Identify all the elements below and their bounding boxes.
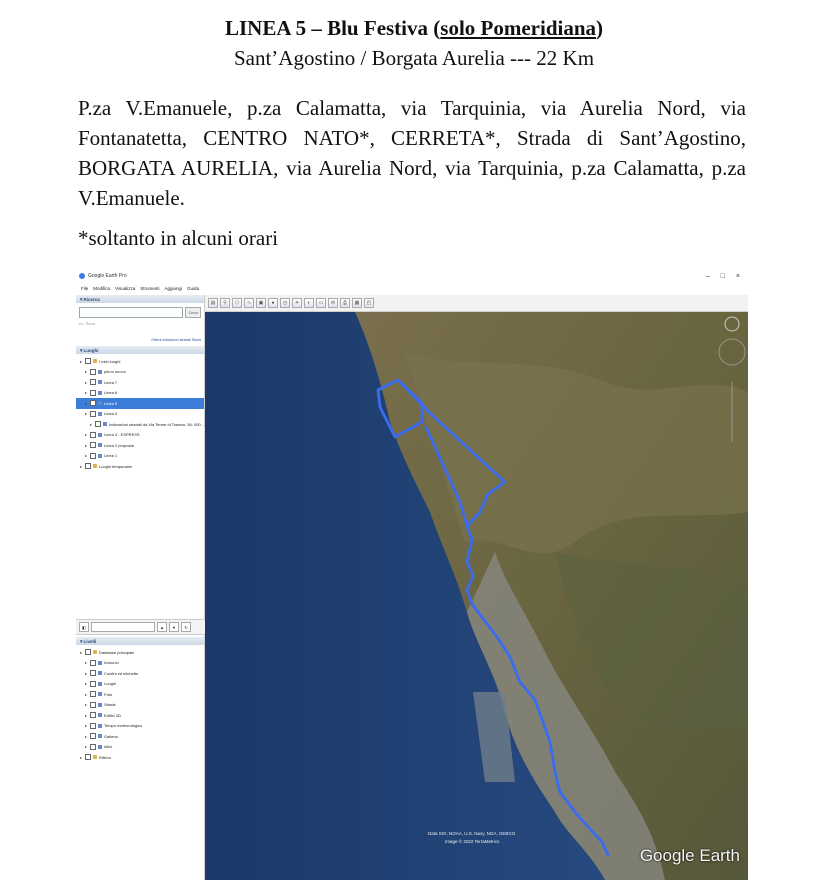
expand-icon[interactable]: ▸ — [84, 453, 87, 459]
layer-label: Edifici 3D — [104, 712, 121, 718]
tour-icon[interactable]: ● — [268, 298, 278, 308]
layer-icon — [98, 454, 102, 458]
layer-icon — [103, 422, 107, 426]
place-item[interactable] — [76, 398, 204, 409]
visibility-checkbox[interactable] — [85, 463, 91, 469]
email-icon[interactable]: ✉ — [328, 298, 338, 308]
attribution-data: Data SIO, NOAA, U.S. Navy, NGA, GEBCO — [428, 831, 516, 836]
layers-header[interactable]: ▼Livelli — [76, 637, 204, 645]
expand-icon[interactable]: ▸ — [84, 442, 87, 448]
expand-icon[interactable]: ▸ — [84, 712, 87, 718]
place-item[interactable] — [76, 440, 204, 451]
expand-icon[interactable]: ▸ — [84, 670, 87, 676]
maps-icon[interactable]: ◰ — [364, 298, 374, 308]
layer-label: Luoghi — [104, 681, 117, 687]
sun-icon[interactable]: ☀ — [292, 298, 302, 308]
place-label: Linea 7 — [104, 379, 118, 385]
place-label: Indicazioni stradali da Via Terme di Traiano, 36, 000... — [108, 421, 204, 427]
path-icon[interactable]: ∿ — [244, 298, 254, 308]
search-header[interactable]: ▼Ricerca — [76, 295, 204, 303]
search-row — [76, 303, 204, 320]
layer-icon — [98, 692, 102, 696]
place-label: Linea 6 — [104, 390, 118, 396]
visibility-checkbox[interactable] — [95, 421, 101, 427]
layer-icon — [98, 682, 102, 686]
visibility-checkbox[interactable] — [90, 723, 96, 729]
visibility-checkbox[interactable] — [90, 691, 96, 697]
search-links[interactable]: Ottieni indicazioni stradali Storia — [151, 338, 201, 342]
google-earth-app-icon — [79, 273, 85, 279]
visibility-checkbox[interactable] — [85, 358, 91, 364]
page-title — [0, 16, 828, 41]
save-image-icon[interactable]: ▦ — [352, 298, 362, 308]
visibility-checkbox[interactable] — [90, 379, 96, 385]
places-toolbar — [76, 619, 207, 635]
layer-label: Rilievo — [99, 754, 112, 760]
menu-strumenti[interactable]: Strumenti — [140, 286, 160, 291]
place-label: Linea 2 proposta — [104, 442, 134, 448]
visibility-checkbox[interactable] — [90, 432, 96, 438]
search-places-icon[interactable]: ◧ — [79, 622, 89, 632]
layer-label: Tempo meteorologico — [104, 723, 143, 729]
layer-label: Database principale — [99, 649, 135, 655]
place-item[interactable] — [76, 409, 204, 420]
menu-aggiungi[interactable]: Aggiungi — [164, 286, 182, 291]
route-description: P.za V.Emanuele, p.za Calamatta, via Tarquinia, via Aurelia Nord, via Fontanatetta, CENTRO NATO*, CERRETA*, Strada di Sant’Agostino, BORGATA AURELIA, via Aurelia Nord, via Tarquinia, p.za Calamatta, p.za V.Emanuele. — [78, 96, 746, 210]
layer-item[interactable] — [76, 668, 204, 679]
visibility-checkbox[interactable] — [90, 400, 96, 406]
search-button[interactable]: Cerca — [185, 307, 201, 318]
visibility-checkbox[interactable] — [90, 733, 96, 739]
expand-icon[interactable]: ▸ — [84, 411, 87, 417]
place-item[interactable] — [76, 377, 204, 388]
place-item[interactable] — [76, 356, 204, 367]
sidebar-toggle-icon[interactable]: ▤ — [208, 298, 218, 308]
visibility-checkbox[interactable] — [85, 649, 91, 655]
title-underlined: solo Pomeridiana — [440, 16, 597, 40]
layer-label: Foto — [104, 691, 113, 697]
layer-item[interactable] — [76, 710, 204, 721]
expand-icon[interactable]: ▸ — [84, 744, 87, 750]
menu-bar — [76, 284, 748, 293]
place-label: pieno nuovo — [104, 369, 126, 375]
visibility-checkbox[interactable] — [85, 754, 91, 760]
visibility-checkbox[interactable] — [90, 670, 96, 676]
expand-icon[interactable]: ▸ — [84, 369, 87, 375]
move-up-icon[interactable]: ▲ — [157, 622, 167, 632]
layer-item[interactable] — [76, 679, 204, 690]
layer-icon — [98, 724, 102, 728]
maximize-button[interactable]: □ — [720, 272, 725, 280]
title-close: ) — [596, 16, 604, 40]
layers-pane — [76, 637, 204, 763]
place-label: Linea 4 — [104, 411, 118, 417]
layer-label: Strade — [104, 702, 116, 708]
earth-map-view[interactable] — [205, 312, 748, 880]
place-item[interactable] — [76, 430, 204, 441]
expand-icon[interactable]: ▸ — [84, 733, 87, 739]
layer-item[interactable] — [76, 658, 204, 669]
overlay-icon[interactable]: ▣ — [256, 298, 266, 308]
ge-body — [76, 295, 748, 880]
visibility-checkbox[interactable] — [90, 702, 96, 708]
layer-icon — [98, 671, 102, 675]
visibility-checkbox[interactable] — [90, 660, 96, 666]
ruler-icon[interactable]: ▭ — [316, 298, 326, 308]
place-item[interactable] — [76, 419, 204, 430]
place-item[interactable] — [76, 451, 204, 462]
map-toolbar — [205, 295, 748, 312]
visibility-checkbox[interactable] — [90, 390, 96, 396]
visibility-checkbox[interactable] — [90, 453, 96, 459]
folder-icon — [93, 650, 97, 654]
window-title: Google Earth Pro — [88, 273, 127, 279]
places-filter-input[interactable] — [91, 622, 155, 632]
page-subtitle: Sant’Agostino / Borgata Aurelia --- 22 Km — [233, 46, 595, 70]
expand-icon[interactable]: ▸ — [84, 691, 87, 697]
close-button[interactable]: × — [735, 272, 740, 280]
folder-icon — [93, 464, 97, 468]
layer-icon — [98, 703, 102, 707]
layer-item[interactable] — [76, 721, 204, 732]
layer-icon — [98, 734, 102, 738]
google-earth-logo: Google Earth — [639, 846, 740, 865]
expand-icon[interactable]: ▸ — [79, 358, 82, 364]
places-header[interactable]: ▼Luoghi — [76, 346, 204, 354]
layer-icon — [98, 433, 102, 437]
expand-icon[interactable]: ▸ — [79, 463, 82, 469]
attribution-image: Image © 2022 TerraMetrics — [445, 839, 500, 844]
layer-icon — [98, 745, 102, 749]
visibility-checkbox[interactable] — [90, 369, 96, 375]
search-hint: es.: Roma — [79, 322, 95, 326]
visibility-checkbox[interactable] — [90, 712, 96, 718]
visibility-checkbox[interactable] — [90, 442, 96, 448]
place-item[interactable] — [76, 367, 204, 378]
place-label: Luoghi temporanei — [99, 463, 133, 469]
layer-icon — [98, 370, 102, 374]
visibility-checkbox[interactable] — [90, 744, 96, 750]
layer-item[interactable] — [76, 742, 204, 753]
minimize-button[interactable]: – — [705, 272, 710, 280]
place-label: Linea 1 — [104, 453, 118, 459]
layer-icon — [98, 391, 102, 395]
folder-icon — [93, 755, 97, 759]
footnote: *soltanto in alcuni orari — [78, 226, 279, 250]
expand-icon[interactable]: ▸ — [84, 681, 87, 687]
polygon-icon[interactable]: ⬠ — [232, 298, 242, 308]
places-tree — [76, 354, 204, 472]
visibility-checkbox[interactable] — [90, 681, 96, 687]
folder-icon — [93, 359, 97, 363]
menu-guida[interactable]: Guida — [187, 286, 200, 291]
layer-item[interactable] — [76, 752, 204, 763]
sidebar — [76, 295, 205, 880]
search-input[interactable] — [79, 307, 183, 318]
expand-icon[interactable]: ▸ — [84, 660, 87, 666]
visibility-checkbox[interactable] — [90, 411, 96, 417]
layer-item[interactable] — [76, 700, 204, 711]
expand-icon[interactable]: ▸ — [84, 702, 87, 708]
expand-icon[interactable]: ▸ — [89, 421, 92, 427]
expand-icon[interactable]: ▸ — [79, 649, 82, 655]
print-icon[interactable]: ⎙ — [340, 298, 350, 308]
layers-tree — [76, 645, 204, 763]
expand-icon[interactable]: ▸ — [84, 379, 87, 385]
expand-icon[interactable]: ▸ — [79, 754, 82, 760]
place-label: Linea 5 — [104, 400, 118, 406]
menu-visualizza[interactable]: Visualizza — [115, 286, 136, 291]
layer-label: Altro — [104, 744, 113, 750]
menu-modifica[interactable]: Modifica — [93, 286, 111, 291]
layer-icon — [98, 380, 102, 384]
layer-icon — [98, 401, 102, 405]
planets-icon[interactable]: ◐ — [304, 298, 314, 308]
layer-label: Confini ed etichette — [104, 670, 139, 676]
placemark-icon[interactable]: ⚲ — [220, 298, 230, 308]
place-item[interactable] — [76, 388, 204, 399]
layer-item[interactable] — [76, 647, 204, 658]
title-text: LINEA 5 – Blu Festiva ( — [224, 16, 441, 40]
layer-label: Annunci — [104, 660, 119, 666]
refresh-icon[interactable]: ↻ — [181, 622, 191, 632]
move-down-icon[interactable]: ▼ — [169, 622, 179, 632]
layer-item[interactable] — [76, 689, 204, 700]
place-item[interactable] — [76, 461, 204, 472]
expand-icon[interactable]: ▸ — [84, 400, 87, 406]
place-label: Linea 3 - ESPRESS — [104, 432, 140, 438]
expand-icon[interactable]: ▸ — [84, 390, 87, 396]
google-earth-window — [76, 268, 748, 880]
window-titlebar — [76, 268, 748, 284]
layer-icon — [98, 713, 102, 717]
satellite-image — [205, 312, 748, 880]
layer-icon — [98, 661, 102, 665]
expand-icon[interactable]: ▸ — [84, 723, 87, 729]
history-icon[interactable]: ◷ — [280, 298, 290, 308]
layer-icon — [98, 412, 102, 416]
expand-icon[interactable]: ▸ — [84, 432, 87, 438]
layer-item[interactable] — [76, 731, 204, 742]
layer-icon — [98, 443, 102, 447]
menu-file[interactable]: File — [81, 286, 89, 291]
layer-label: Galleria — [104, 733, 118, 739]
place-label: I miei luoghi — [99, 358, 121, 364]
